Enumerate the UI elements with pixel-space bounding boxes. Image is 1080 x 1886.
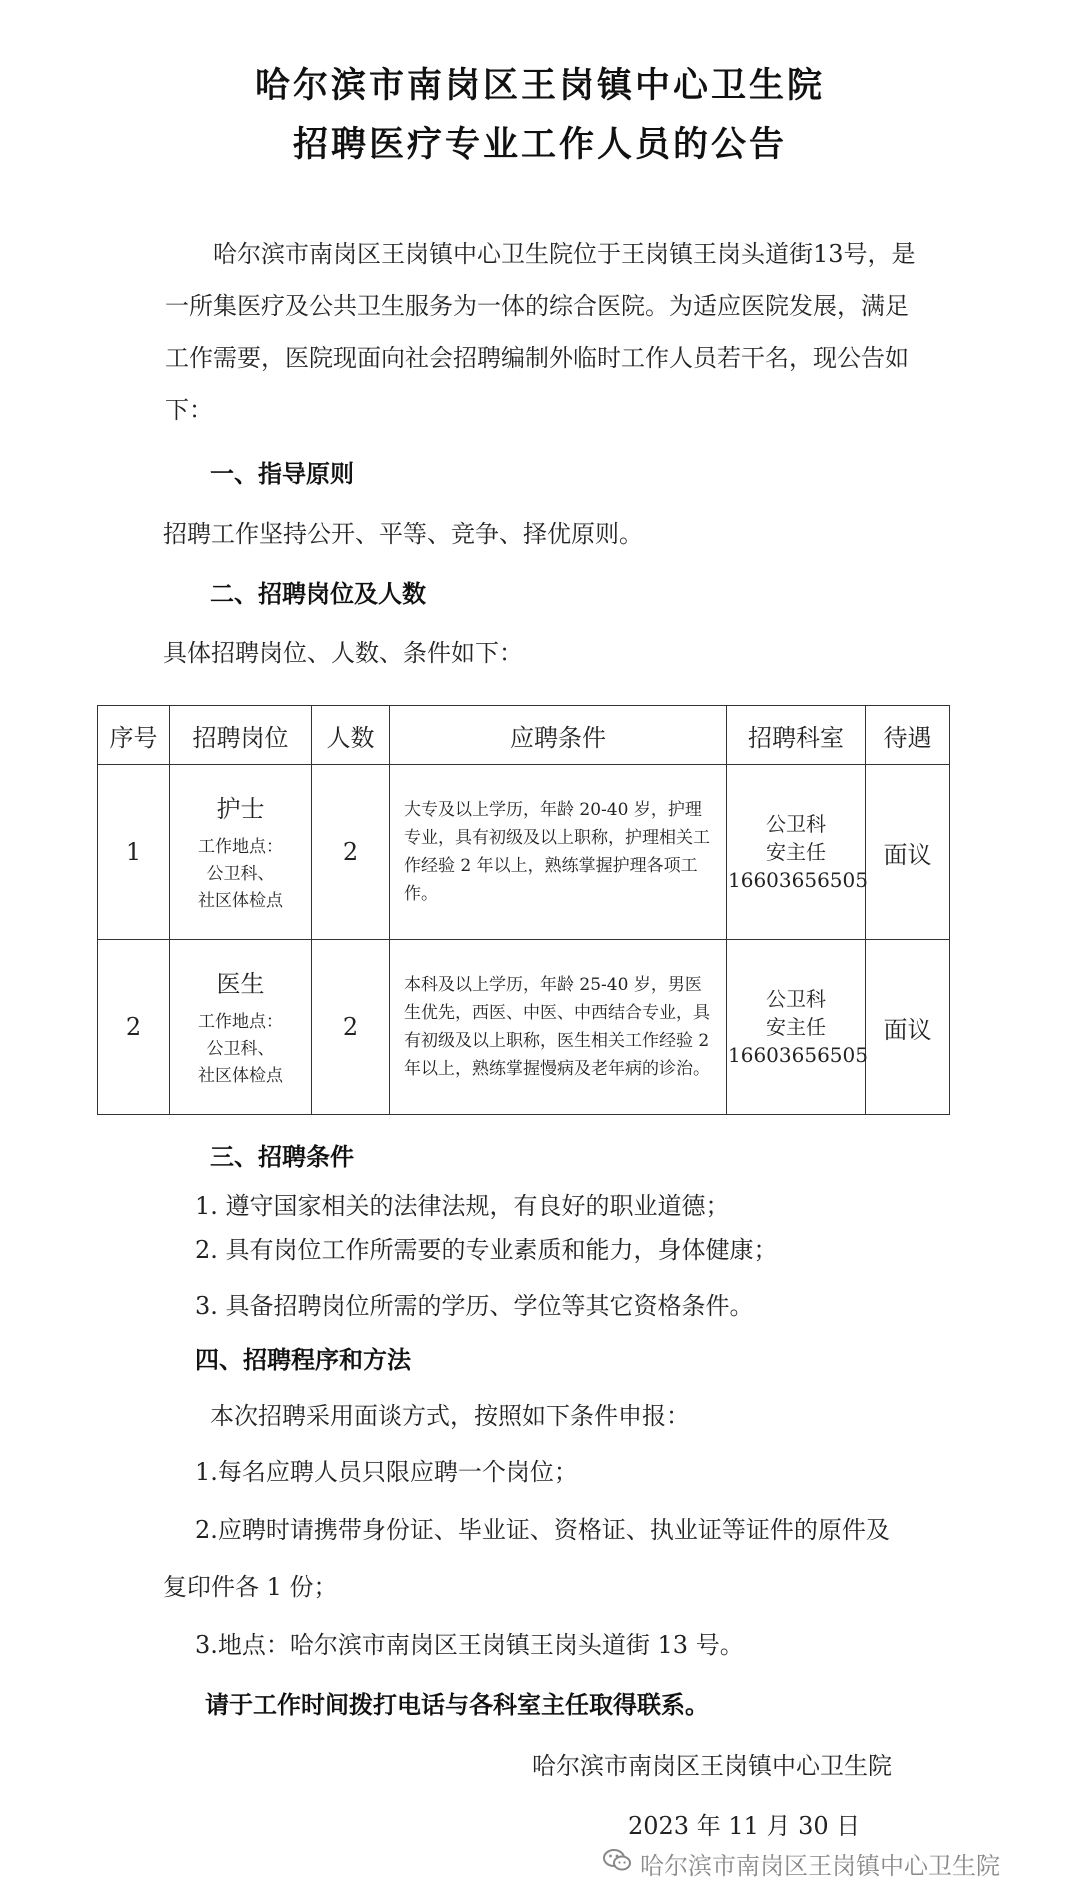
header-cell: 人数 <box>312 706 390 765</box>
location-label: 工作地点： <box>198 837 283 857</box>
section4-heading: 四、招聘程序和方法 <box>195 1346 411 1374</box>
requirements-cell: 大专及以上学历，年龄 20-40 岁，护理专业，具有初级及以上职称，护理相关工作经验 2 年以上，熟练掌握护理各项工作。 <box>390 765 727 940</box>
location-1: 公卫科、 <box>206 864 275 884</box>
table-row <box>98 940 950 1115</box>
section4-item-1: 1.每名应聘人员只限应聘一个岗位； <box>195 1458 578 1486</box>
notice-title-line2: 招聘医疗专业工作人员的公告 <box>292 125 787 165</box>
department-phone: 16603656505 <box>728 1043 868 1067</box>
table-row <box>98 765 950 940</box>
location-1: 公卫科、 <box>206 1039 275 1059</box>
section4-item-3: 3.地点：哈尔滨市南岗区王岗镇王岗头道街 13 号。 <box>195 1631 744 1659</box>
header-cell: 待遇 <box>866 706 950 765</box>
section3-item-2: 2. 具有岗位工作所需要的专业素质和能力，身体健康； <box>195 1236 778 1264</box>
row-number: 1 <box>98 765 170 940</box>
section3-heading: 三、招聘条件 <box>210 1143 354 1171</box>
location-2: 社区体检点 <box>198 1066 283 1086</box>
department-phone: 16603656505 <box>728 868 868 892</box>
closing-note: 请于工作时间拨打电话与各科室主任取得联系。 <box>205 1691 709 1719</box>
section4-item-2-line1: 2.应聘时请携带身份证、毕业证、资格证、执业证等证件的原件及 <box>195 1516 890 1544</box>
section1-heading: 一、指导原则 <box>210 460 354 488</box>
section4-item-2-line2: 复印件各 1 份； <box>163 1573 338 1601</box>
compensation: 面议 <box>866 765 950 940</box>
header-cell: 序号 <box>98 706 170 765</box>
section2-text: 具体招聘岗位、人数、条件如下： <box>163 639 523 667</box>
section1-text: 招聘工作坚持公开、平等、竞争、择优原则。 <box>163 520 643 548</box>
department-cell <box>727 940 866 1115</box>
location-label: 工作地点： <box>198 1012 283 1032</box>
section2-heading: 二、招聘岗位及人数 <box>210 580 426 608</box>
compensation: 面议 <box>866 940 950 1115</box>
watermark <box>602 1848 1000 1878</box>
position-cell <box>170 940 312 1115</box>
section4-intro: 本次招聘采用面谈方式，按照如下条件申报： <box>210 1402 690 1430</box>
signature-date: 2023 年 11 月 30 日 <box>628 1812 861 1840</box>
headcount: 2 <box>312 765 390 940</box>
location-2: 社区体检点 <box>198 891 283 911</box>
section3-item-3: 3. 具备招聘岗位所需的学历、学位等其它资格条件。 <box>195 1292 754 1320</box>
position-cell <box>170 765 312 940</box>
requirements-cell: 本科及以上学历，年龄 25-40 岁，男医生优先，西医、中医、中西结合专业，具有初级及以上职称，医生相关工作经验 2 年以上，熟练掌握慢病及老年病的诊治。 <box>390 940 727 1115</box>
headcount: 2 <box>312 940 390 1115</box>
department-cell <box>727 765 866 940</box>
department-contact: 安主任 <box>766 1015 826 1039</box>
row-number: 2 <box>98 940 170 1115</box>
position-name: 护士 <box>216 795 265 823</box>
notice-title-line1: 哈尔滨市南岗区王岗镇中心卫生院 <box>254 66 825 106</box>
header-cell: 应聘条件 <box>390 706 727 765</box>
position-name: 医生 <box>216 970 265 998</box>
section3-item-1: 1. 遵守国家相关的法律法规，有良好的职业道德； <box>195 1192 730 1220</box>
department-name: 公卫科 <box>766 812 826 836</box>
recruitment-table <box>97 705 950 1115</box>
header-cell: 招聘科室 <box>727 706 866 765</box>
intro-paragraph: 哈尔滨市南岗区王岗镇中心卫生院位于王岗镇王岗头道街13号，是一所集医疗及公共卫生服务为一体的综合医院。为适应医院发展，满足工作需要，医院现面向社会招聘编制外临时工作人员若干名，现公告如下： <box>165 240 916 424</box>
department-contact: 安主任 <box>766 840 826 864</box>
wechat-icon <box>602 1847 632 1879</box>
header-cell: 招聘岗位 <box>170 706 312 765</box>
table-header-row <box>98 706 950 765</box>
watermark-text: 哈尔滨市南岗区王岗镇中心卫生院 <box>640 1851 1000 1880</box>
signature-org: 哈尔滨市南岗区王岗镇中心卫生院 <box>532 1752 892 1780</box>
department-name: 公卫科 <box>766 987 826 1011</box>
